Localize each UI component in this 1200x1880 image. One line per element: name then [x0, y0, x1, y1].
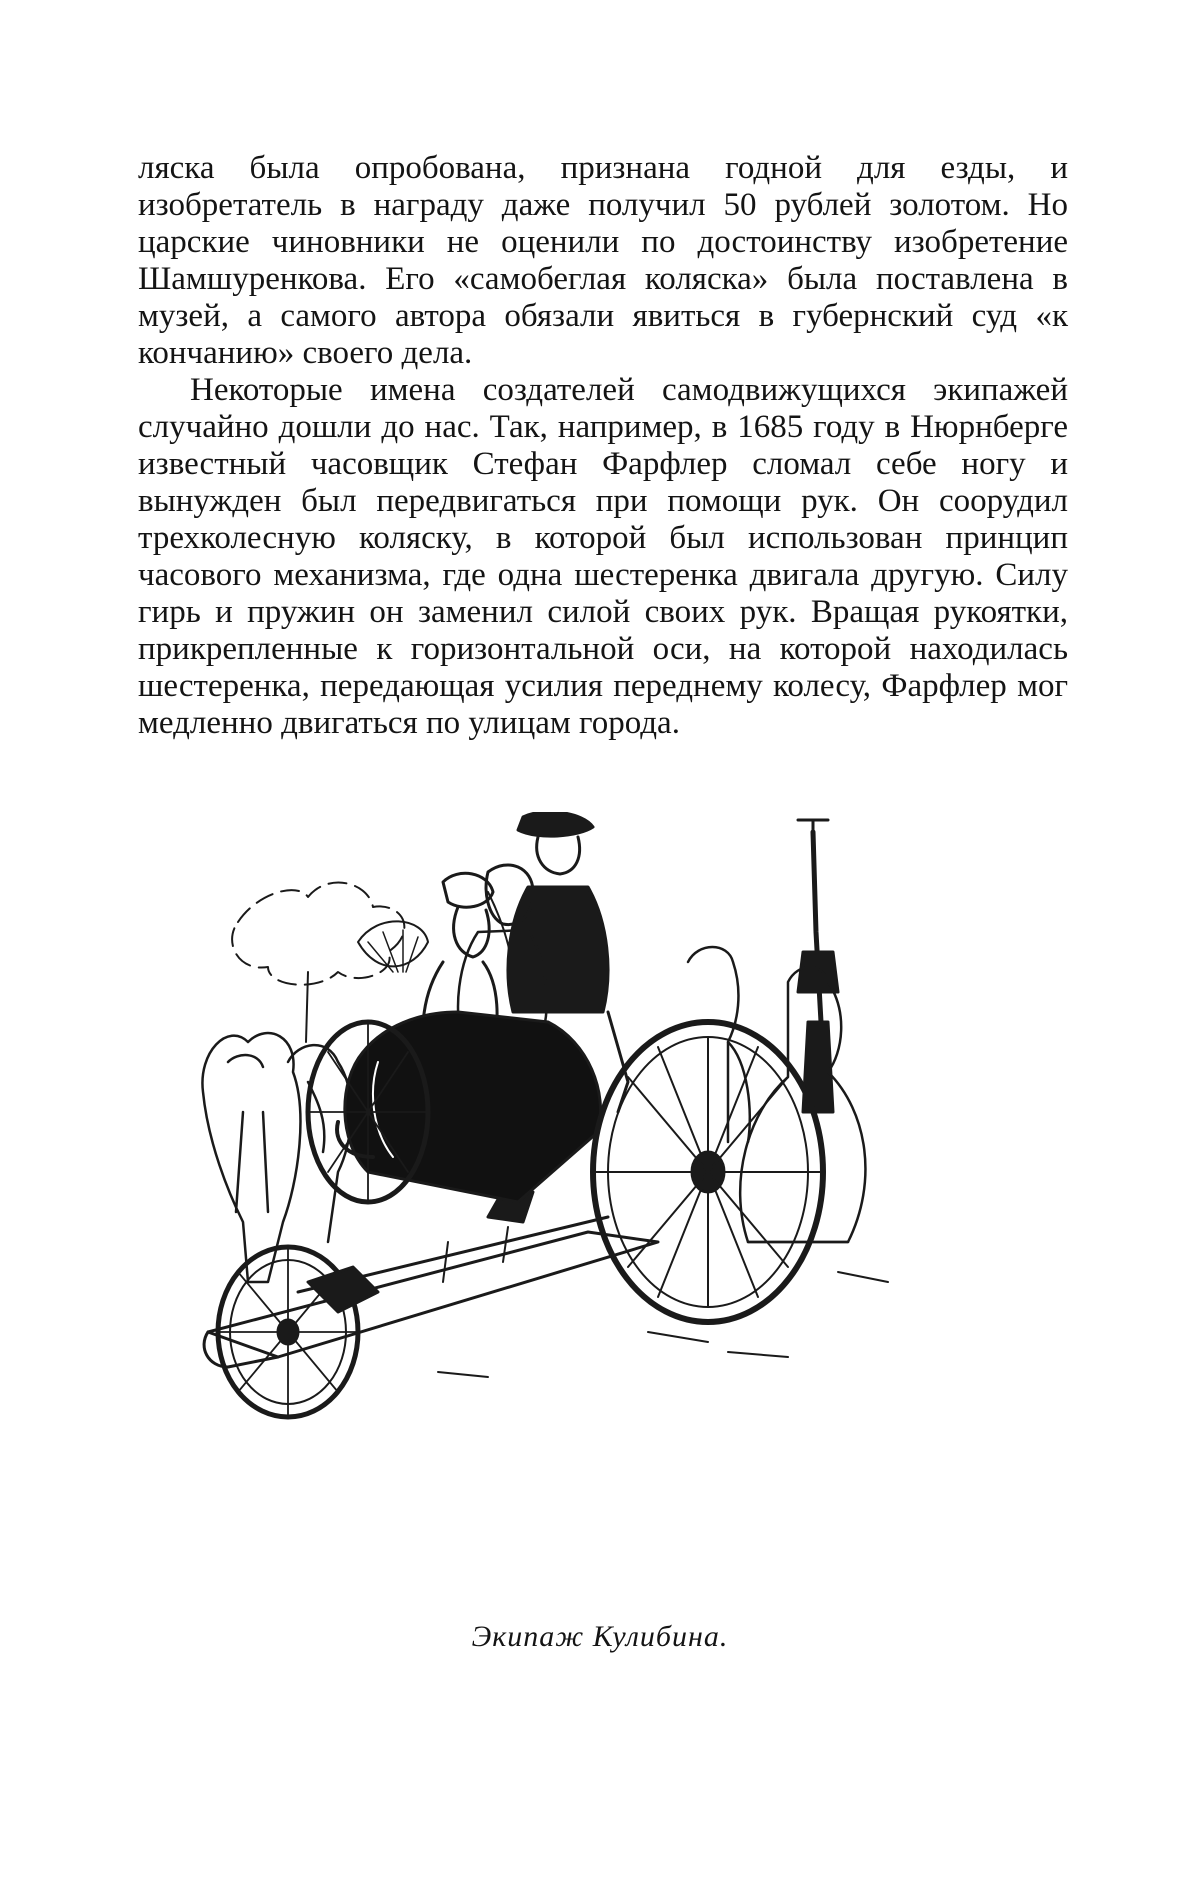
- paragraph-1: ляска была опробована, признана годной для езды, и изобретатель в награду даже получил 50 рублей золотом. Но царские чиновники не оценили по достоинству изобретение Шамшуренкова. Его «самобеглая коляска» была поставлена в музей, а самого автора обязали явиться в губернский суд «к кончанию» своего дела.: [138, 150, 1068, 371]
- large-wheel: [593, 1022, 823, 1322]
- body-text: [138, 150, 1068, 742]
- rear-wheel: [308, 1022, 428, 1202]
- chassis-frame: [204, 1217, 658, 1367]
- paragraph-2: Некоторые имена создателей самодвижущихся экипажей случайно дошли до нас. Так, например, в 1685 году в Нюрнберге известный часовщик Стефан Фарфлер сломал себе ногу и вынужден был передвигаться при помощи рук. Он соорудил трехколесную коляску, в которой был использован принцип часового механизма, где одна шестеренка двигала другую. Силу гирь и пружин он заменил силой своих рук. Вращая рукоятки, прикрепленные к горизонтальной оси, на которой находилась шестеренка, передающая усилия переднему колесу, Фарфлер мог медленно двигаться по улицам города.: [138, 372, 1068, 741]
- figure-caption: Экипаж Кулибина.: [471, 1620, 729, 1653]
- illustration-kulibin-carriage: [188, 812, 1030, 1582]
- carriage-body: [337, 1012, 601, 1202]
- crowd-left: [202, 1033, 351, 1282]
- engraving-drawing: [188, 812, 1030, 1582]
